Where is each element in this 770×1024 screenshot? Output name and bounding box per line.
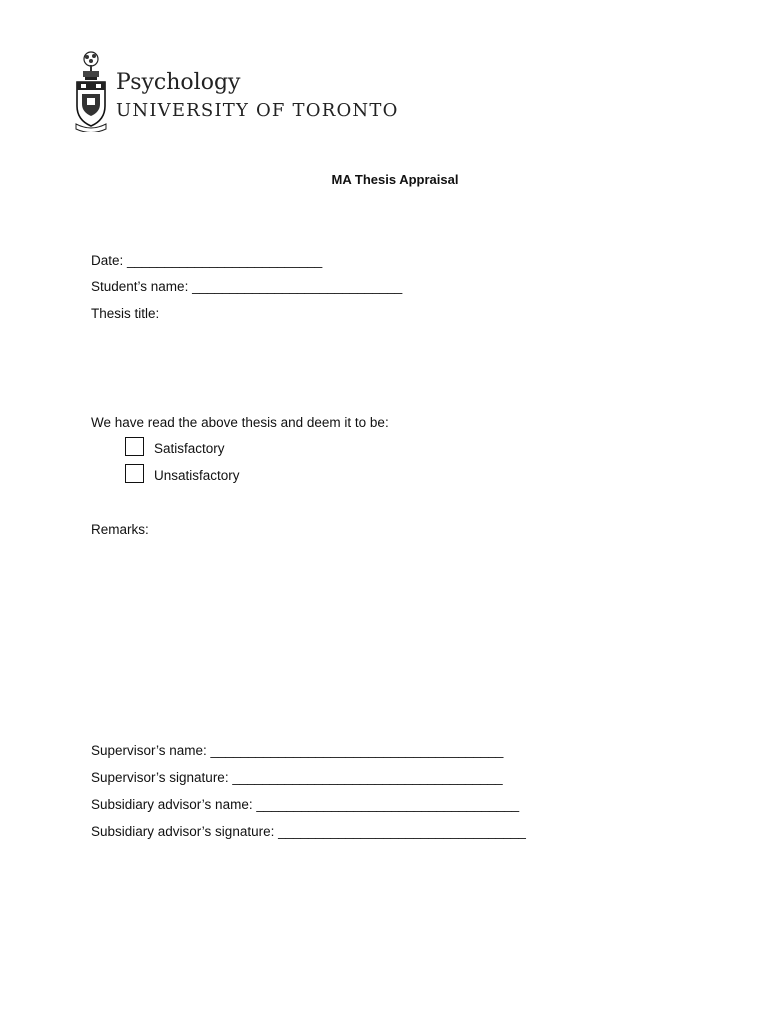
university-logo — [74, 48, 434, 134]
remarks-label: Remarks: — [91, 522, 149, 537]
date-field[interactable]: Date: __________________________ — [91, 253, 323, 268]
university-crest-icon — [74, 50, 108, 132]
subsidiary-advisor-signature-field[interactable]: Subsidiary advisor’s signature: _________________________________ — [91, 824, 526, 839]
deem-statement: We have read the above thesis and deem it to be: — [91, 415, 389, 430]
department-name: Psychology — [116, 70, 241, 95]
supervisor-name-field[interactable]: Supervisor’s name: _______________________________________ — [91, 743, 504, 758]
supervisor-signature-field[interactable]: Supervisor’s signature: ____________________________________ — [91, 770, 503, 785]
university-name: UNIVERSITY OF TORONTO — [116, 100, 399, 121]
form-title: MA Thesis Appraisal — [331, 172, 459, 187]
thesis-title-label: Thesis title: — [91, 306, 160, 321]
student-name-field[interactable]: Student’s name: ____________________________ — [91, 279, 403, 294]
unsatisfactory-label: Unsatisfactory — [154, 468, 240, 483]
unsatisfactory-checkbox[interactable] — [125, 464, 144, 483]
satisfactory-checkbox[interactable] — [125, 437, 144, 456]
subsidiary-advisor-name-field[interactable]: Subsidiary advisor’s name: ___________________________________ — [91, 797, 520, 812]
satisfactory-label: Satisfactory — [154, 441, 225, 456]
